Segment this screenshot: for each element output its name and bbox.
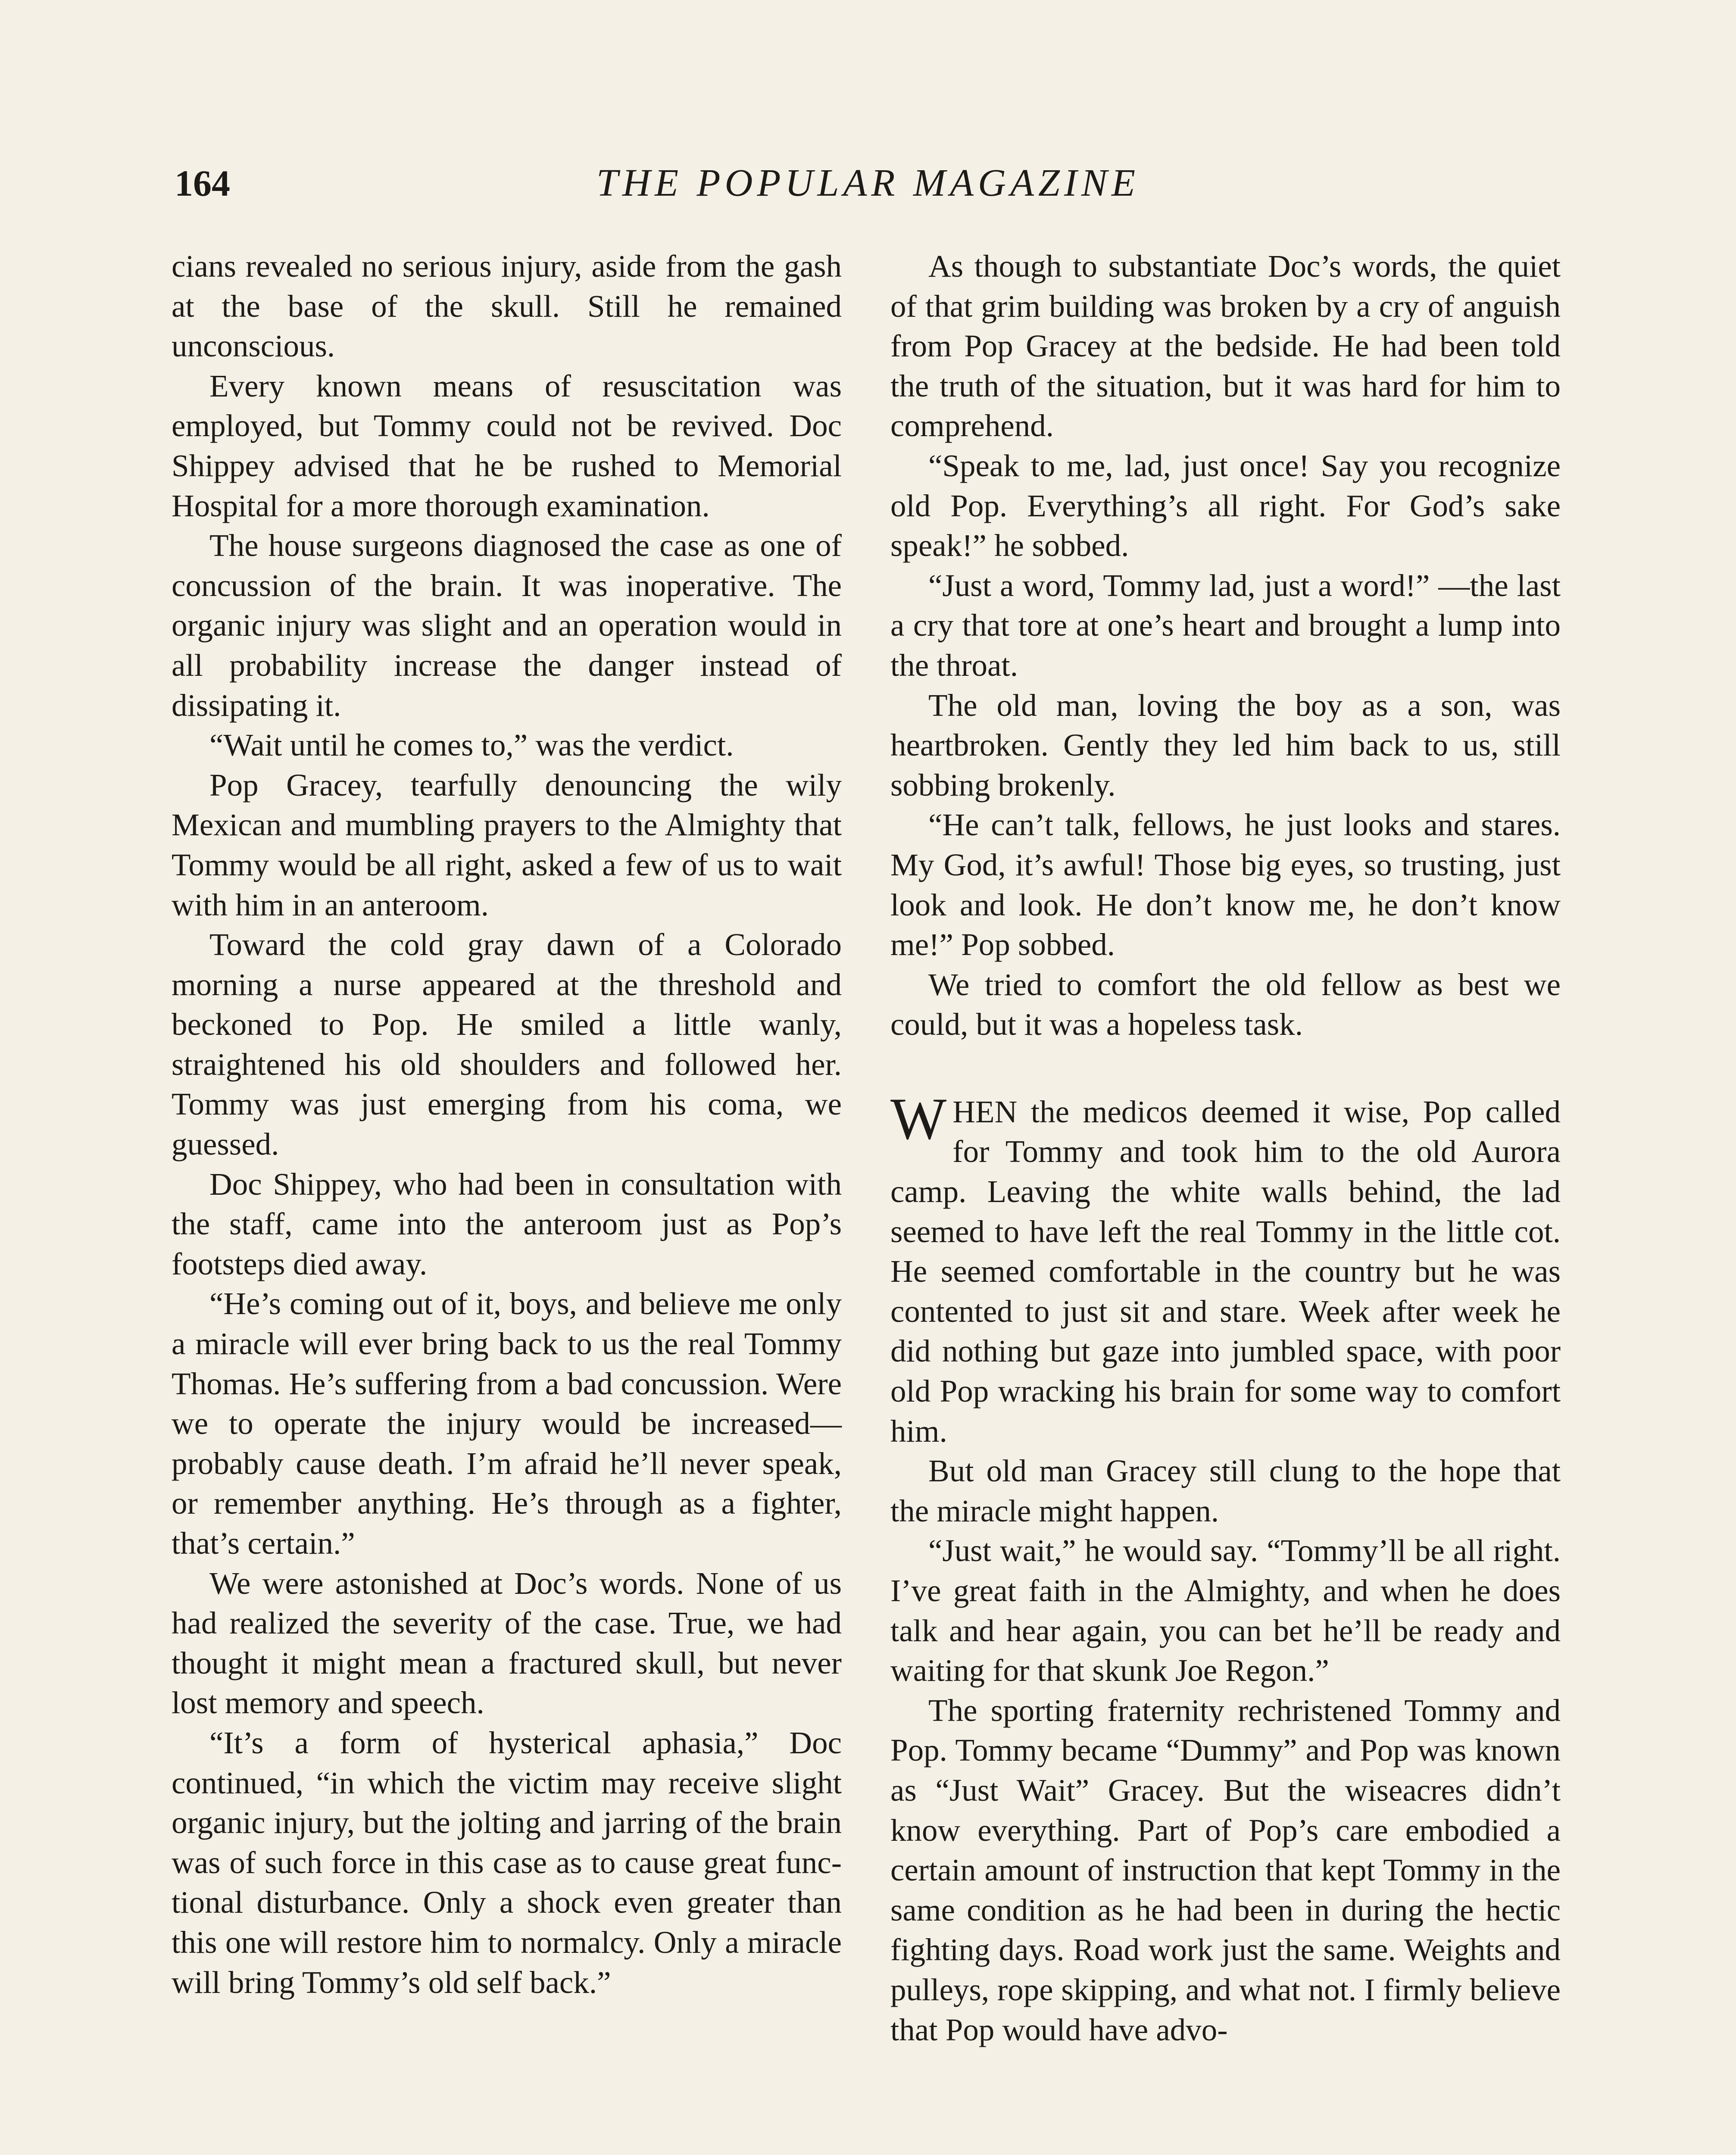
right-column <box>890 247 1561 2050</box>
paragraph: “He can’t talk, fellows, he just looks and stares. My God, it’s awful! Those big eyes, so trusting, just look and look. He don’t know me, he don’t know me!” Pop sobbed. <box>890 807 1561 962</box>
paragraph: The sporting fraternity rechristened Tommy and Pop. Tommy became “Dummy” and Pop was known as “Just Wait” Gracey. But the wiseacres didn’t know everything. Part of Pop’s care embodied a certain amount of instruction that kept Tommy in the same condition as he had been in during the hectic fighting days. Road work just the same. Weights and pulleys, rope skipping, and what not. I firmly believe that Pop would have advo- <box>890 1693 1561 2047</box>
page-number: 164 <box>175 162 230 204</box>
paragraph: “He’s coming out of it, boys, and believe me only a miracle will ever bring back to us the real Tommy Thomas. He’s suffering from a bad concussion. Were we to operate the injury would be increased—probably cause death. I’m afraid he’ll never speak, or remember anything. He’s through as a fighter, that’s certain.” <box>172 1286 842 1561</box>
paragraph: “Just wait,” he would say. “Tommy’ll be all right. I’ve great faith in the Almighty, and when he does talk and hear again, you can bet he’ll be ready and waiting for that skunk Joe Regon.” <box>890 1533 1561 1688</box>
section-opening-paragraph <box>890 1085 1561 1451</box>
drop-cap: W <box>890 1085 947 1152</box>
paragraph: The old man, loving the boy as a son, was heartbroken. Gently they led him back to us, still sobbing brokenly. <box>890 687 1561 803</box>
paragraph: As though to substantiate Doc’s words, the quiet of that grim building was broken by a cry of anguish from Pop Gracey at the bedside. He had been told the truth of the situation, but it was hard for him to comprehend. <box>890 249 1561 443</box>
paragraph: “Just a word, Tommy lad, just a word!” —the last a cry that tore at one’s heart and brought a lump into the throat. <box>890 568 1561 683</box>
paragraph: But old man Gracey still clung to the hope that the miracle might happen. <box>890 1453 1561 1528</box>
paragraph: Every known means of resuscitation was employed, but Tommy could not be revived. Doc Shippey advised that he be rushed to Memorial Hospital for a more thorough examination. <box>172 368 842 523</box>
paragraph: Doc Shippey, who had been in consultation with the staff, came into the anteroom just as Pop’s footsteps died away. <box>172 1166 842 1281</box>
paragraph: “Wait until he comes to,” was the verdict. <box>209 728 734 763</box>
paragraph: We were astonished at Doc’s words. None of us had realized the severity of the case. True, we had thought it might mean a fractured skull, but never lost memory and speech. <box>172 1565 842 1721</box>
running-head: THE POPULAR MAGAZINE <box>596 162 1140 204</box>
paragraph: cians revealed no serious injury, aside from the gash at the base of the skull. Still he remained unconscious. <box>172 249 842 364</box>
paragraph: “It’s a form of hysterical aphasia,” Doc continued, “in which the victim may receive slight organic injury, but the jolting and jarring of the brain was of such force in this case as to cause great functional disturbance. Only a shock even greater than this one will restore him to normalcy. Only a miracle will bring Tommy’s old self back.” <box>172 1725 842 2000</box>
paragraph: We tried to comfort the old fellow as best we could, but it was a hopeless task. <box>890 967 1561 1042</box>
paragraph: Toward the cold gray dawn of a Colorado morning a nurse appeared at the threshold and beckoned to Pop. He smiled a little wanly, straightened his old shoulders and followed her. Tommy was just emerging from his coma, we guessed. <box>172 927 842 1162</box>
left-column <box>172 247 842 2002</box>
paragraph: Pop Gracey, tearfully denouncing the wily Mexican and mumbling prayers to the Almighty that Tommy would be all right, asked a few of us to wait with him in an anteroom. <box>172 767 842 922</box>
paragraph: “Speak to me, lad, just once! Say you recognize old Pop. Everything’s all right. For God’s sake speak!” he sobbed. <box>890 448 1561 563</box>
section-opening-text: HEN the medicos deemed it wise, Pop called for Tommy and took him to the old Aurora camp. Leaving the white walls behind, the lad seemed to have left the real Tommy in the little cot. He seemed comfortable in the country but he was contented to just sit and stare. Week after week he did nothing but gaze into jumbled space, with poor old Pop wracking his brain for some way to comfort him. <box>890 1094 1561 1449</box>
paragraph: The house surgeons diagnosed the case as one of concussion of the brain. It was inoperative. The organic injury was slight and an operation would in all probability increase the danger instead of dissipating it. <box>172 528 842 723</box>
